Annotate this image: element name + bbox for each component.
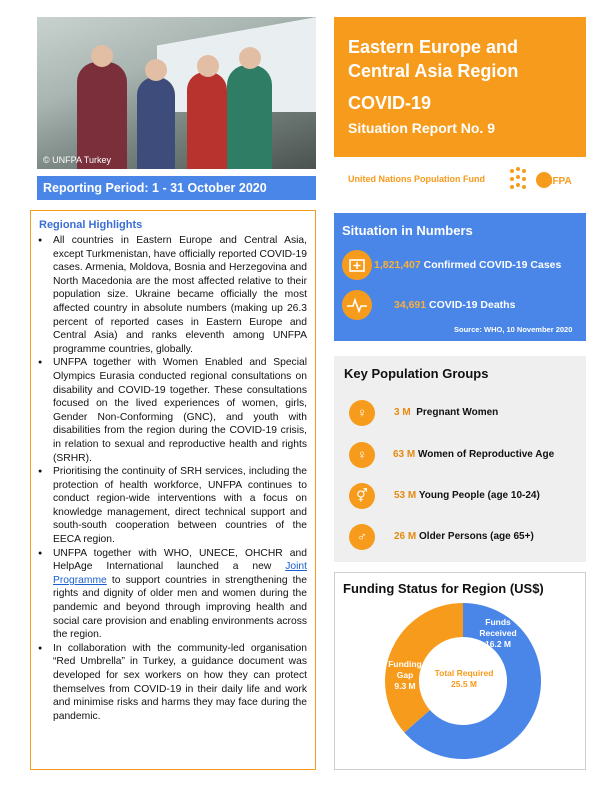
title-box (334, 17, 586, 157)
elderly-person-icon: ♂ (349, 524, 375, 550)
group-value: 3 M (394, 407, 411, 418)
person-shape (187, 72, 227, 169)
received-label-text: Funds Received (479, 617, 517, 638)
highlights-title: Regional Highlights (39, 219, 143, 231)
funding-status (334, 572, 586, 770)
key-population-title: Key Population Groups (344, 366, 489, 381)
funding-title: Funding Status for Region (US$) (343, 581, 544, 596)
photo-credit: © UNFPA Turkey (43, 155, 111, 165)
key-population-groups (334, 356, 586, 562)
cases-label: Confirmed COVID-19 Cases (423, 259, 562, 271)
deaths-label: COVID-19 Deaths (429, 299, 516, 311)
deaths-value: 34,691 (394, 299, 427, 311)
report-number: Situation Report No. 9 (348, 120, 495, 136)
received-value: 16.2 M (485, 639, 511, 649)
person-head (91, 45, 113, 67)
logo-text: UNFPA (538, 176, 572, 187)
cover-photo (37, 17, 316, 169)
highlight-item: ● UNFPA together with Women Enabled and Special Olympics Eurasia conducted regional consultations on disability and COVID-19 together. These consultations focused on the lived experiences of women, girls, Gender Non-Conforming (GNC), and youth with disabilities from the region during the COVID-19 crisis, in relation to sexual and reproductive health and rights (SRHR). (37, 356, 307, 465)
person-shape (77, 62, 127, 169)
hospital-icon (342, 250, 372, 280)
highlight-item: ● Prioritising the continuity of SRH services, including the protection of health workforce, UNFPA continues to conduct region-wide interventions with a focus on knowledge management, direct technical support and south-south cooperation between countries of the EECA region. (37, 465, 307, 547)
person-head (197, 55, 219, 77)
joint-programme-link[interactable]: Joint Programme (53, 561, 307, 586)
group-value: 26 M (394, 531, 417, 542)
total-required-label (434, 668, 494, 690)
situation-title: Situation in Numbers (342, 223, 473, 238)
total-value: 25.5 M (451, 679, 477, 689)
group-value: 53 M (394, 490, 417, 501)
population-group (394, 407, 498, 418)
woman-icon: ♀ (349, 442, 375, 468)
population-group (394, 531, 534, 542)
pregnant-woman-icon: ♀ (349, 400, 375, 426)
highlight-item: ● All countries in Eastern Europe and Central Asia, except Turkmenistan, have officially reported COVID-19 cases. Armenia, Moldova, Bosnia and Herzegovina and North Macedonia are the most affected relative to their population size. Ukraine became officially the most affected country in absolute numbers (making up 26.3 percent of reported cases in Eastern Europe and Central Asia) and ranks eleventh among UNFPA programme countries, globally. (37, 234, 307, 356)
highlights-list (37, 234, 307, 723)
covid-title: COVID-19 (348, 93, 432, 113)
population-group (393, 449, 554, 460)
gender-icon: ⚥ (349, 483, 375, 509)
highlight-text: UNFPA together with WHO, UNECE, OHCHR and HelpAge International launched a new (53, 547, 307, 573)
reporting-period: Reporting Period: 1 - 31 October 2020 (37, 176, 316, 200)
group-label: Pregnant Women (416, 407, 499, 418)
person-head (145, 59, 167, 81)
group-value: 63 M (393, 449, 416, 460)
situation-source: Source: WHO, 10 November 2020 (454, 325, 573, 334)
org-name: United Nations Population Fund (348, 174, 485, 184)
person-shape (137, 77, 175, 169)
regional-highlights-box (30, 210, 316, 770)
group-label: Women of Reproductive Age (418, 449, 555, 460)
gap-label-text: Funding Gap (388, 659, 422, 680)
region-title: Eastern Europe and Central Asia Region (348, 37, 519, 81)
cases-value: 1,821,407 (374, 259, 421, 271)
cases-stat (374, 259, 561, 271)
population-group (394, 490, 540, 501)
unfpa-logo (508, 165, 578, 195)
deaths-stat (394, 299, 515, 311)
gap-value: 9.3 M (394, 681, 416, 691)
person-head (239, 47, 261, 69)
highlight-item (37, 547, 307, 642)
heartbeat-icon (342, 290, 372, 320)
funds-received-label (468, 617, 528, 650)
highlight-text: to support countries in strengthening the rights and dignity of older men and women during the pandemic and beyond through improving health and social care provision and enabling environments across the region. (53, 574, 307, 641)
group-label: Young People (age 10-24) (418, 490, 540, 501)
total-label-text: Total Required (434, 668, 494, 678)
funding-gap-label (383, 659, 427, 692)
highlight-item: ● In collaboration with the community-led organisation “Red Umbrella” in Turkey, a guidance document was developed for sex workers on how they can protect themselves from COVID-19 in their daily life and work and minimise risks and harms they may face during the pandemic. (37, 642, 307, 724)
person-shape (227, 65, 272, 169)
group-label: Older Persons (age 65+) (419, 531, 534, 542)
situation-in-numbers (334, 213, 586, 341)
